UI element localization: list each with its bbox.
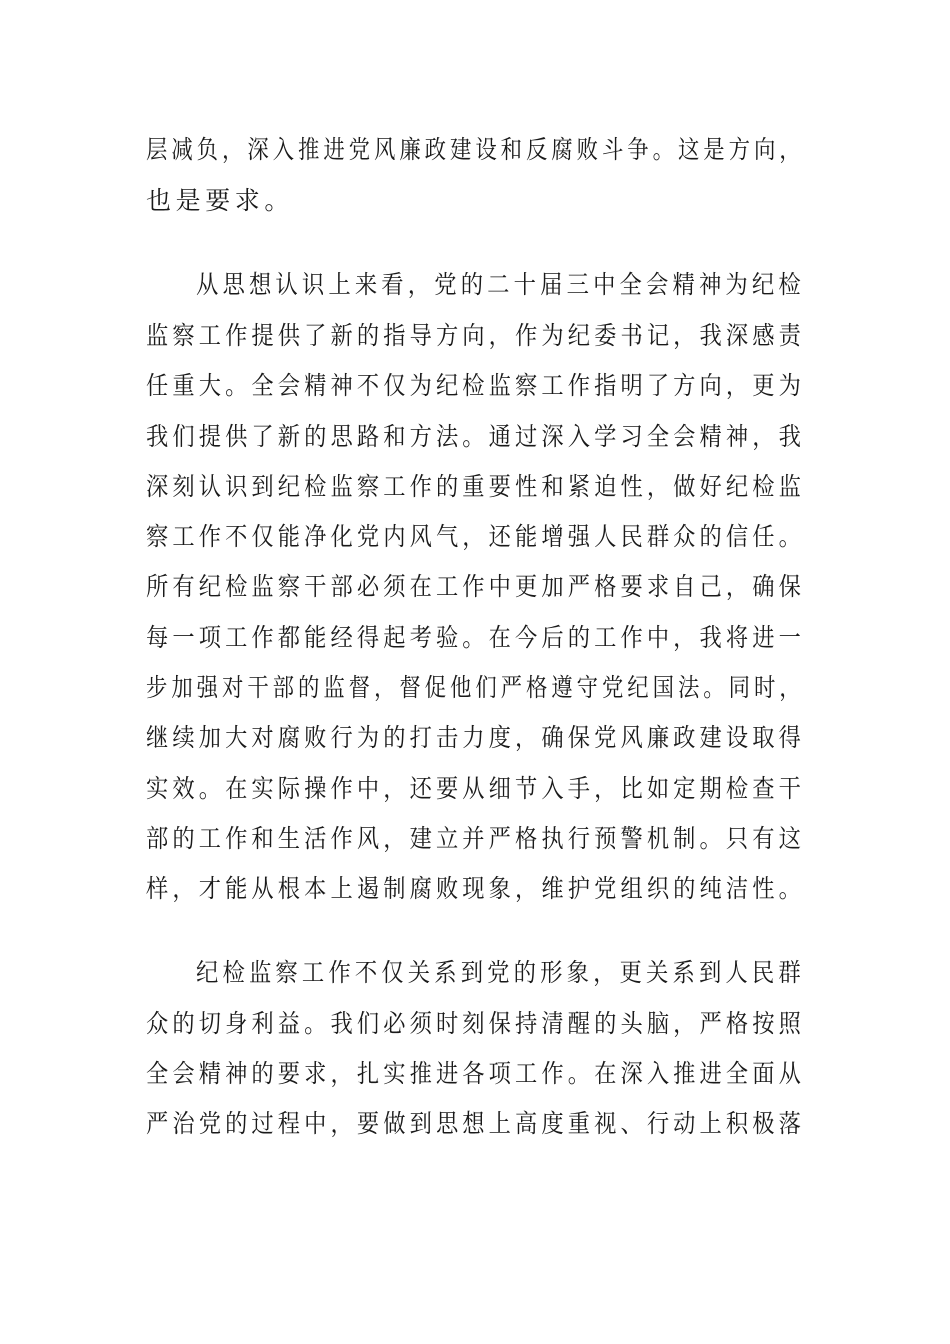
paragraph-line: 继续加大对腐败行为的打击力度，确保党风廉政建设取得 [146,723,805,752]
paragraph-line: 任重大。全会精神不仅为纪检监察工作指明了方向，更为 [146,371,805,400]
paragraph-line: 纪检监察工作不仅关系到党的形象，更关系到人民群 [196,958,805,987]
paragraph-line: 所有纪检监察干部必须在工作中更加严格要求自己，确保 [146,572,805,601]
paragraph-line: 察工作不仅能净化党内风气，还能增强人民群众的信任。 [146,522,805,551]
paragraph-line: 步加强对干部的监督，督促他们严格遵守党纪国法。同时， [146,673,805,702]
paragraph-line: 实效。在实际操作中，还要从细节入手，比如定期检查干 [146,774,805,803]
paragraph-line: 全会精神的要求，扎实推进各项工作。在深入推进全面从 [146,1059,805,1088]
paragraph-line: 从思想认识上来看，党的二十届三中全会精神为纪检 [196,270,805,299]
paragraph-line: 深刻认识到纪检监察工作的重要性和紧迫性，做好纪检监 [146,472,805,501]
paragraph-line: 样，才能从根本上遏制腐败现象，维护党组织的纯洁性。 [146,874,805,903]
paragraph-line: 也是要求。 [146,186,295,215]
paragraph-line: 众的切身利益。我们必须时刻保持清醒的头脑，严格按照 [146,1009,805,1038]
paragraph-line: 监察工作提供了新的指导方向，作为纪委书记，我深感责 [146,321,805,350]
paragraph-line: 我们提供了新的思路和方法。通过深入学习全会精神，我 [146,422,805,451]
paragraph-line: 层减负，深入推进党风廉政建设和反腐败斗争。这是方向， [146,135,805,164]
paragraph-line: 每一项工作都能经得起考验。在今后的工作中，我将进一 [146,623,805,652]
paragraph-line: 严治党的过程中，要做到思想上高度重视、行动上积极落 [146,1109,805,1138]
paragraph-line: 部的工作和生活作风，建立并严格执行预警机制。只有这 [146,824,805,853]
